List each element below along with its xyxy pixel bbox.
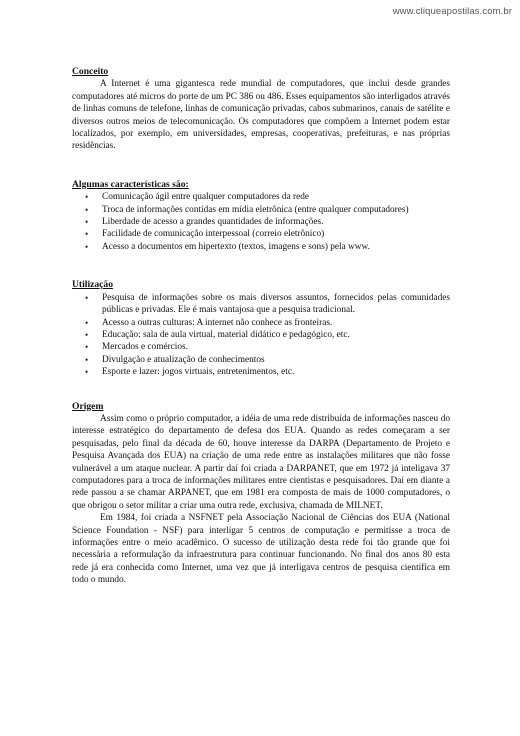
list-item: • Comunicação ágil entre qualquer computadores da rede — [102, 191, 450, 203]
document-page — [72, 66, 450, 587]
list-item: • Esporte e lazer: jogos virtuais, entretenimentos, etc. — [102, 366, 450, 378]
list-item: • Acesso a documentos em hipertexto (textos, imagens e sons) pela www. — [102, 241, 450, 253]
section-origem — [72, 401, 450, 587]
origem-paragraph-1: Assim como o próprio computador, a idéia de uma rede distribuída de informações nasceu do interesse estratégico do departamento de defesa dos EUA. Quando as redes começaram a ser pesquisadas, pelo final da década de 60, houve interesse da DARPA (Departamento de Projeto e Pesquisa Avançada dos EUA) na criação de uma rede entre as instalações militares que não fosse vulnerável a um ataque nuclear. A partir daí foi criada a DARPANET, que em 1972 já inteligava 37 computadores para a troca de informações militares entre cientistas e pesquisadores. Daí em diante a rede passou a se chamar ARPANET, que em 1981 era composta de mais de 1000 computadores, o que obrigou o setor militar a criar uma outra rede, exclusiva, chamada de MILNET. — [72, 413, 450, 511]
list-item: • Mercados e comércios. — [102, 341, 450, 353]
section-title-origem: Origem — [72, 400, 104, 412]
section-caracteristicas — [72, 179, 450, 253]
section-title-utilizacao: Utilização — [72, 279, 114, 291]
list-item: • Divulgação e atualização de conhecimentos — [102, 354, 450, 366]
list-item: • Educação: sala de aula virtual, material didático e pedagógico, etc. — [102, 329, 450, 341]
caracteristicas-list — [72, 191, 450, 253]
origem-paragraph-2: Em 1984, foi criada a NSFNET pela Associação Nacional de Ciências dos EUA (National Science Foundation - NSF) para interligar 5 centros de computação e permitisse a troca de informações entre o meio acadêmico. O sucesso de utilização desta rede foi tão grande que foi necessária a reformulação da infraestrutura para continuar funcionando. No final dos anos 80 esta rede já era conhecida como Internet, uma vez que já interligava centros de pesquisa científica em todo o mundo. — [72, 513, 450, 586]
list-item: • Troca de informações contidas em mídia eletrônica (entre qualquer computadores) — [102, 204, 450, 216]
list-item: • Pesquisa de informações sobre os mais diversos assuntos, fornecidos pelas comunidades públicas e privadas. Ele é mais vantajosa que a pesquisa tradicional. — [102, 292, 450, 317]
section-title-conceito: Conceito — [72, 66, 109, 77]
section-conceito — [72, 66, 450, 153]
section-utilizacao — [72, 279, 450, 378]
section-title-caracteristicas: Algumas características são: — [72, 178, 189, 190]
list-item: • Facilidade de comunicação interpessoal (correio eletrônico) — [102, 228, 450, 240]
conceito-paragraph: A Internet é uma gigantesca rede mundial de computadores, que inclui desde grandes computadores até micros do porte de um PC 386 ou 486. Esses equipamentos são interligados através de linhas comuns de telefone, linhas de comunicação privadas, cabos submarinos, canais de satélite e diversos outros meios de telecomunicação. Os computadores que compõem a Internet podem estar localizados, por exemplo, em universidades, empresas, cooperativas, prefeituras, e nas próprias residências. — [72, 79, 450, 152]
utilizacao-list — [72, 292, 450, 379]
list-item: • Acesso a outras culturas: A internet não conhece as fronteiras. — [102, 317, 450, 329]
site-watermark: www.cliqueapostilas.com.br — [392, 6, 512, 17]
list-item: • Liberdade de acesso a grandes quantidades de informações. — [102, 216, 450, 228]
